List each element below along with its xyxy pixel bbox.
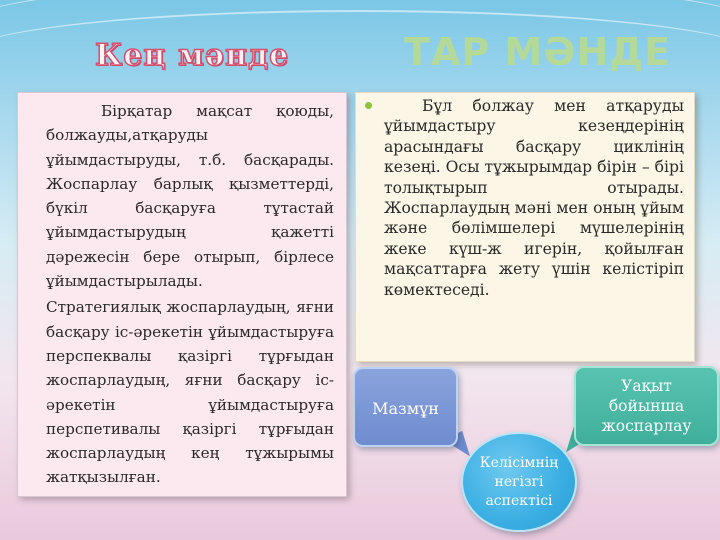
bullet-icon xyxy=(365,102,372,109)
left-paragraph-1: Бірқатар мақсат қоюды, болжауды,атқаруды ұйымдастыруды, т.б. басқарады. Жоспарлау барлық қызметтерді, бүкіл басқаруға тұтастай ұйымдастырудың қажетті дәрежесін бере отырып, бірлесе ұйымдастырылады. xyxy=(46,102,334,291)
right-paragraph: Бұл болжау мен атқаруды ұйымдастыру кезеңдерінің арасындағы басқару циклінің кезеңі. Осы тұжырымдар бірін – бірі толықтырып отырады. Жоспарлаудың мәні мен оның ұйым және бөлімшелері мүшелерінің жеке күш-ж игерін, қойылған мақсаттарға жету үшін келістіріп көмектеседі. xyxy=(384,97,684,299)
time-planning-callout: Уақыт бойынша жоспарлау xyxy=(574,366,719,446)
right-heading: ТАР МӘНДЕ xyxy=(404,30,672,74)
left-paragraph-2: Стратегиялық жоспарлаудың, яғни басқару іс-әрекетін ұйымдастыруға перспеквалы қазіргі тұрғыдан жоспарлаудың, яғни басқару іс-әрекетін ұйымдастыруға перспетивалы қазіргі тұрғыдан жоспарлаудың кең тұжырымы жатқызылған. xyxy=(46,298,334,487)
content-callout: Мазмұн xyxy=(353,367,458,447)
left-text-box xyxy=(17,92,347,497)
right-text-box xyxy=(355,92,695,362)
left-heading: Кең мәнде xyxy=(95,38,290,73)
agreement-aspect-callout: Келісімнің негізгі аспектісі xyxy=(461,432,577,532)
